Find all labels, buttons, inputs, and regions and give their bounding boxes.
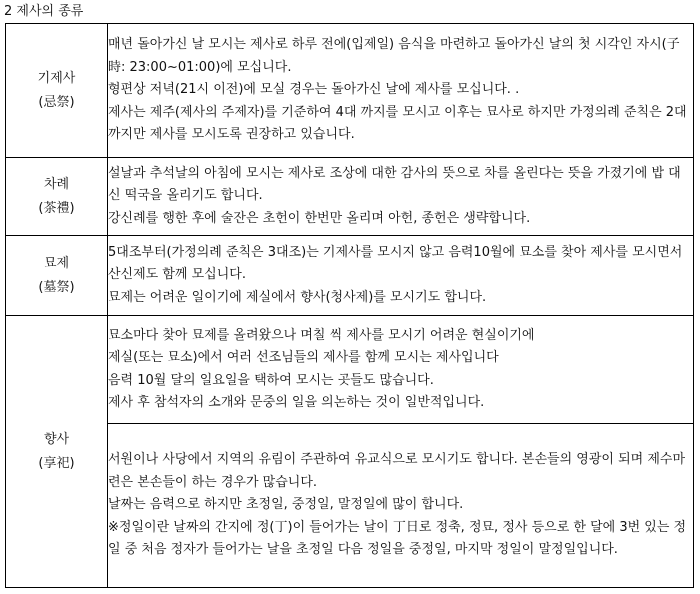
row-label-cell: [6, 158, 108, 236]
paragraph: 날짜는 음력으로 하지만 초정일, 중정일, 말정일에 많이 합니다.: [108, 497, 464, 513]
paragraph: 5대조부터(가정의례 준칙은 3대조)는 기제사를 모시지 않고 음력10월에 묘소를 찾아 제사를 모시면서 산신제도 함께 모십니다.: [108, 244, 683, 283]
paragraph: 강신례를 행한 후에 술잔은 초헌이 한번만 올리며 아헌, 종헌은 생략합니다.: [108, 210, 531, 226]
ritual-name: 기제사: [37, 70, 76, 86]
paragraph: 제사 후 참석자의 소개와 문중의 일을 의논하는 것이 일반적입니다.: [108, 395, 485, 410]
paragraph: 설날과 추석날의 아침에 모시는 제사로 조상에 대한 감사의 뜻으로 차를 올린다는 뜻을 가졌기에 밥 대신 떡국을 올리기도 합니다.: [108, 165, 681, 204]
ritual-hanja: (墓祭): [38, 279, 75, 295]
paragraph: 묘소마다 찾아 묘제를 올려왔으나 며칠 씩 제사를 모시기 어려운 현실이기에: [108, 327, 535, 343]
ritual-hanja: (忌祭): [38, 94, 75, 110]
row-content-cell: [108, 158, 694, 236]
ritual-name: 묘제: [43, 255, 70, 271]
row-label-cell: [6, 236, 108, 316]
paragraph: 제실(또는 묘소)에서 여러 선조님들의 제사를 함께 모시는 제사입니다: [108, 350, 499, 365]
paragraph: 매년 돌아가신 날 모시는 제사로 하루 전에(입제일) 음식을 마련하고 돌아가신 날의 첫 시각인 자시(子時: 23:00~01:00)에 모십니다.: [108, 37, 680, 75]
row-label-cell: [6, 316, 108, 588]
row-label-cell: [6, 24, 108, 158]
paragraph: 제사는 제주(제사의 주제자)를 기준하여 4대 까지를 모시고 이후는 묘사로 하지만 가정의례 준칙은 2대까지만 제사를 모시도록 권장하고 있습니다.: [108, 104, 687, 143]
ritual-hanja: (茶禮): [38, 200, 75, 216]
row-content-cell: [108, 316, 694, 424]
row-content-cell: [108, 24, 694, 158]
paragraph: ※정일이란 날짜의 간지에 정(丁)이 들어가는 날이 丁日로 정축, 정묘, 정사 등으로 한 달에 3번 있는 정일 중 처음 정자가 들어가는 날을 초정일 다음 정일을 중정일, 마지막 정일이 말정일입니다.: [108, 519, 687, 558]
paragraph: 서원이나 사당에서 지역의 유림이 주관하여 유교식으로 모시기도 합니다. 본손들의 영광이 되며 제수마련은 본손들이 하는 경우가 많습니다.: [108, 452, 686, 490]
table-row: [6, 424, 694, 588]
row-content-cell: [108, 424, 694, 588]
ritual-hanja: (享祀): [38, 455, 75, 471]
ritual-name: 차례: [43, 176, 70, 192]
section-title: 2 제사의 종류: [4, 4, 84, 19]
table-row: [6, 24, 694, 158]
ritual-name: 향사: [43, 431, 70, 447]
table-row: [6, 158, 694, 236]
table-row: [6, 236, 694, 316]
table-row: [6, 316, 694, 424]
ritual-types-table: [5, 23, 694, 588]
row-content-cell: [108, 236, 694, 316]
paragraph: 음력 10월 달의 일요일을 택하여 모시는 곳들도 많습니다.: [108, 372, 434, 388]
paragraph: 묘제는 어려운 일이기에 제실에서 향사(청사제)를 모시기도 합니다.: [108, 289, 487, 305]
paragraph: 형편상 저녁(21시 이전)에 모실 경우는 돌아가신 날에 제사를 모십니다. .: [108, 82, 520, 98]
